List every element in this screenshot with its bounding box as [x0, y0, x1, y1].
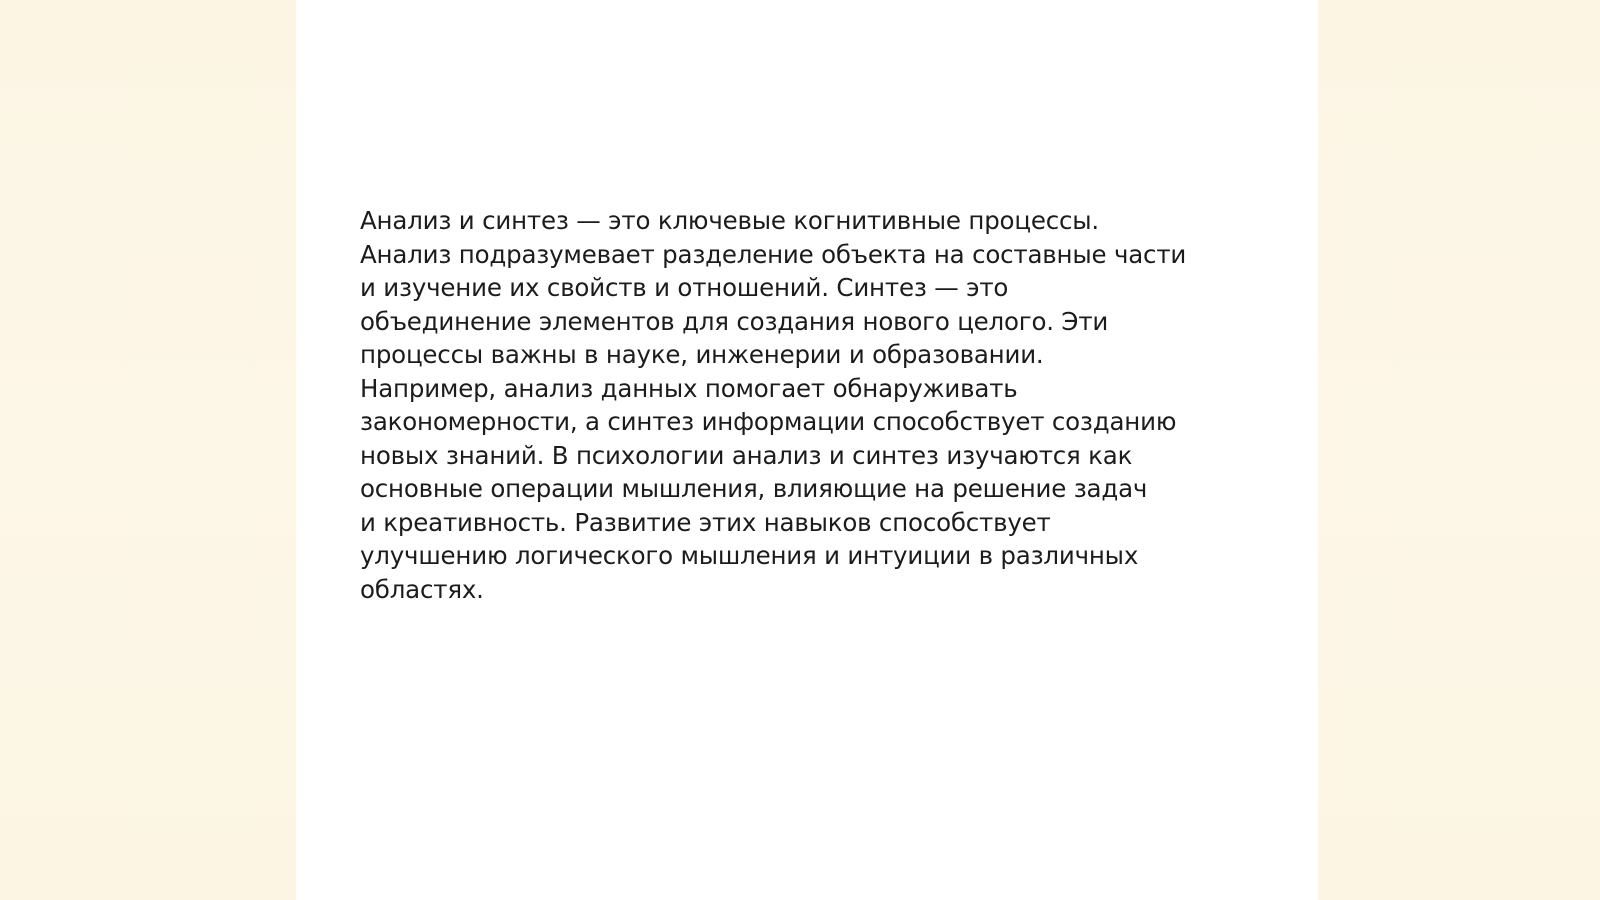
text-line: Анализ подразумевает разделение объекта на составные части — [360, 239, 1187, 269]
text-line: процессы важны в науке, инженерии и образовании. — [360, 340, 1044, 369]
text-line: областях. — [360, 574, 484, 604]
text-line: объединение элементов для создания нового целого. Эти — [360, 306, 1109, 336]
text-line: Например, анализ данных помогает обнаруживать — [360, 373, 1018, 403]
document-page — [296, 0, 1318, 900]
text-line: улучшению логического мышления и интуиции в различных — [360, 541, 1139, 570]
text-line: новых знаний. В психологии анализ и синтез изучаются как — [360, 440, 1133, 470]
body-paragraph — [360, 204, 1260, 606]
text-line: основные операции мышления, влияющие на решение задач — [360, 474, 1148, 503]
text-line: Анализ и синтез — это ключевые когнитивные процессы. — [360, 206, 1099, 235]
text-line: и креативность. Развитие этих навыков способствует — [360, 507, 1051, 537]
right-margin-background — [1318, 0, 1600, 900]
text-line: и изучение их свойств и отношений. Синтез — это — [360, 273, 1009, 302]
text-line: закономерности, а синтез информации способствует созданию — [360, 407, 1177, 436]
left-margin-background — [0, 0, 296, 900]
